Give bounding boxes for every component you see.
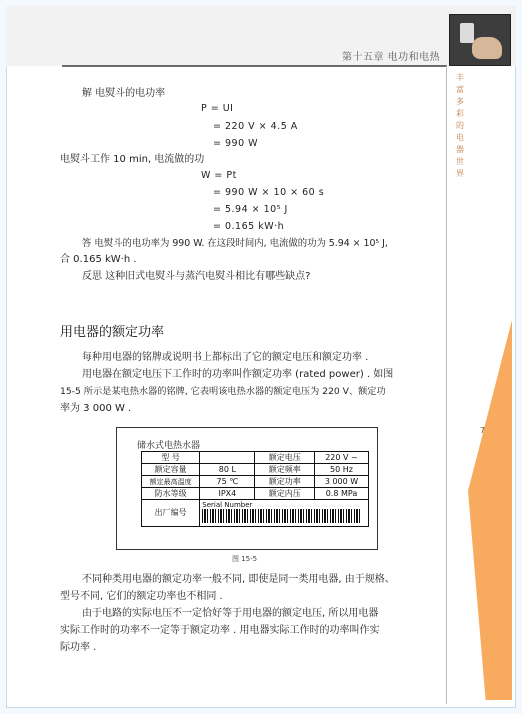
spec-key: 额定频率 <box>255 464 315 476</box>
spec-value <box>200 452 255 464</box>
spec-row <box>142 488 369 500</box>
sidebar-char: 界 <box>456 169 464 178</box>
figure-caption: 图 15-5 <box>232 555 258 563</box>
reflection-question: 反思 这种旧式电熨斗与蒸汽电熨斗相比有哪些缺点? <box>82 271 311 282</box>
formula-work-line-1: W = Pt <box>201 170 237 181</box>
serial-number-cell <box>200 500 369 527</box>
header-rule <box>62 65 447 67</box>
sidebar-vertical-title <box>454 72 466 180</box>
spec-row <box>142 476 369 488</box>
sidebar-char: 富 <box>456 85 464 94</box>
formula-work-line-4: = 0.165 kW·h <box>213 221 285 232</box>
work-intro: 电熨斗工作 10 min, 电流做的功 <box>60 154 205 165</box>
barcode-icon <box>202 509 362 523</box>
serial-number-label: Serial Number <box>202 501 253 509</box>
spec-key: 出厂编号 <box>142 500 200 527</box>
spec-value: 50 Hz <box>314 464 368 476</box>
spec-value: 80 L <box>200 464 255 476</box>
sidebar-char: 器 <box>456 145 464 154</box>
nameplate-title: 储水式电热水器 <box>137 441 201 451</box>
sidebar-char: 多 <box>456 97 464 106</box>
sidebar-char: 电 <box>456 133 464 142</box>
page-number: 7 <box>480 426 486 435</box>
spec-value: 75 ℃ <box>200 476 255 488</box>
spec-key: 额定容量 <box>142 464 200 476</box>
formula-work-line-2: = 990 W × 10 × 60 s <box>213 187 325 198</box>
sidebar-char: 丰 <box>456 73 464 82</box>
nameplate-spec-table <box>141 451 369 527</box>
nameplate-figure <box>116 427 378 550</box>
section-paragraph-1: 每种用电器的铭牌或说明书上都标出了它的额定电压和额定功率 . <box>82 352 369 363</box>
spec-key: 额定内压 <box>255 488 315 500</box>
section-paragraph-4-line-1: 由于电路的实际电压不一定恰好等于用电器的额定电压, 所以用电器 <box>82 608 379 619</box>
section-paragraph-2-line-2: 15-5 所示是某电热水器的铭牌, 它表明该电热水器的额定电压为 220 V、额定功 <box>60 386 386 397</box>
chapter-title: 第十五章 电功和电热 <box>342 52 441 63</box>
spec-row-serial <box>142 500 369 527</box>
spec-key: 额定最高温度 <box>142 476 200 488</box>
spec-key: 型 号 <box>142 452 200 464</box>
formula-power-line-3: = 990 W <box>213 138 259 149</box>
sidebar-char: 的 <box>456 121 464 130</box>
answer-line: 答 电熨斗的电功率为 990 W. 在这段时间内, 电流做的功为 5.94 × 10⁵ J, <box>82 238 388 249</box>
section-paragraph-4-line-2: 实际工作时的功率不一定等于额定功率 . 用电器实际工作时的功率叫作实 <box>60 625 380 636</box>
section-paragraph-3-line-2: 型号不同, 它们的额定功率也不相同 . <box>60 591 223 602</box>
nameplate <box>133 438 361 538</box>
section-paragraph-2-line-1: 用电器在额定电压下工作时的功率叫作额定功率 (rated power) . 如图 <box>82 369 394 380</box>
section-paragraph-2-line-3: 率为 3 000 W . <box>60 403 132 414</box>
spec-value: 0.8 MPa <box>314 488 368 500</box>
spec-key: 额定电压 <box>255 452 315 464</box>
spec-row <box>142 464 369 476</box>
answer-continuation: 合 0.165 kW·h . <box>60 254 137 265</box>
spec-value: 220 V ~ <box>314 452 368 464</box>
section-paragraph-4-line-3: 际功率 . <box>60 642 97 653</box>
formula-work-line-3: = 5.94 × 10⁵ J <box>213 204 288 215</box>
spec-value: IPX4 <box>200 488 255 500</box>
spec-key: 额定功率 <box>255 476 315 488</box>
sidebar-char: 世 <box>456 157 464 166</box>
formula-power-line-2: = 220 V × 4.5 A <box>213 121 298 132</box>
spec-key: 防水等级 <box>142 488 200 500</box>
sidebar-divider <box>446 66 447 704</box>
spec-value: 3 000 W <box>314 476 368 488</box>
formula-power-line-1: P = UI <box>201 103 234 114</box>
hand-icon <box>472 37 502 59</box>
sidebar-char: 彩 <box>456 109 464 118</box>
section-paragraph-3-line-1: 不同种类用电器的额定功率一般不同, 即使是同一类用电器, 由于规格、 <box>82 574 395 585</box>
section-title: 用电器的额定功率 <box>60 325 165 340</box>
spec-row <box>142 452 369 464</box>
chapter-thumbnail-image <box>449 14 511 66</box>
power-socket-icon <box>460 23 474 43</box>
solution-intro: 解 电熨斗的电功率 <box>82 88 166 99</box>
